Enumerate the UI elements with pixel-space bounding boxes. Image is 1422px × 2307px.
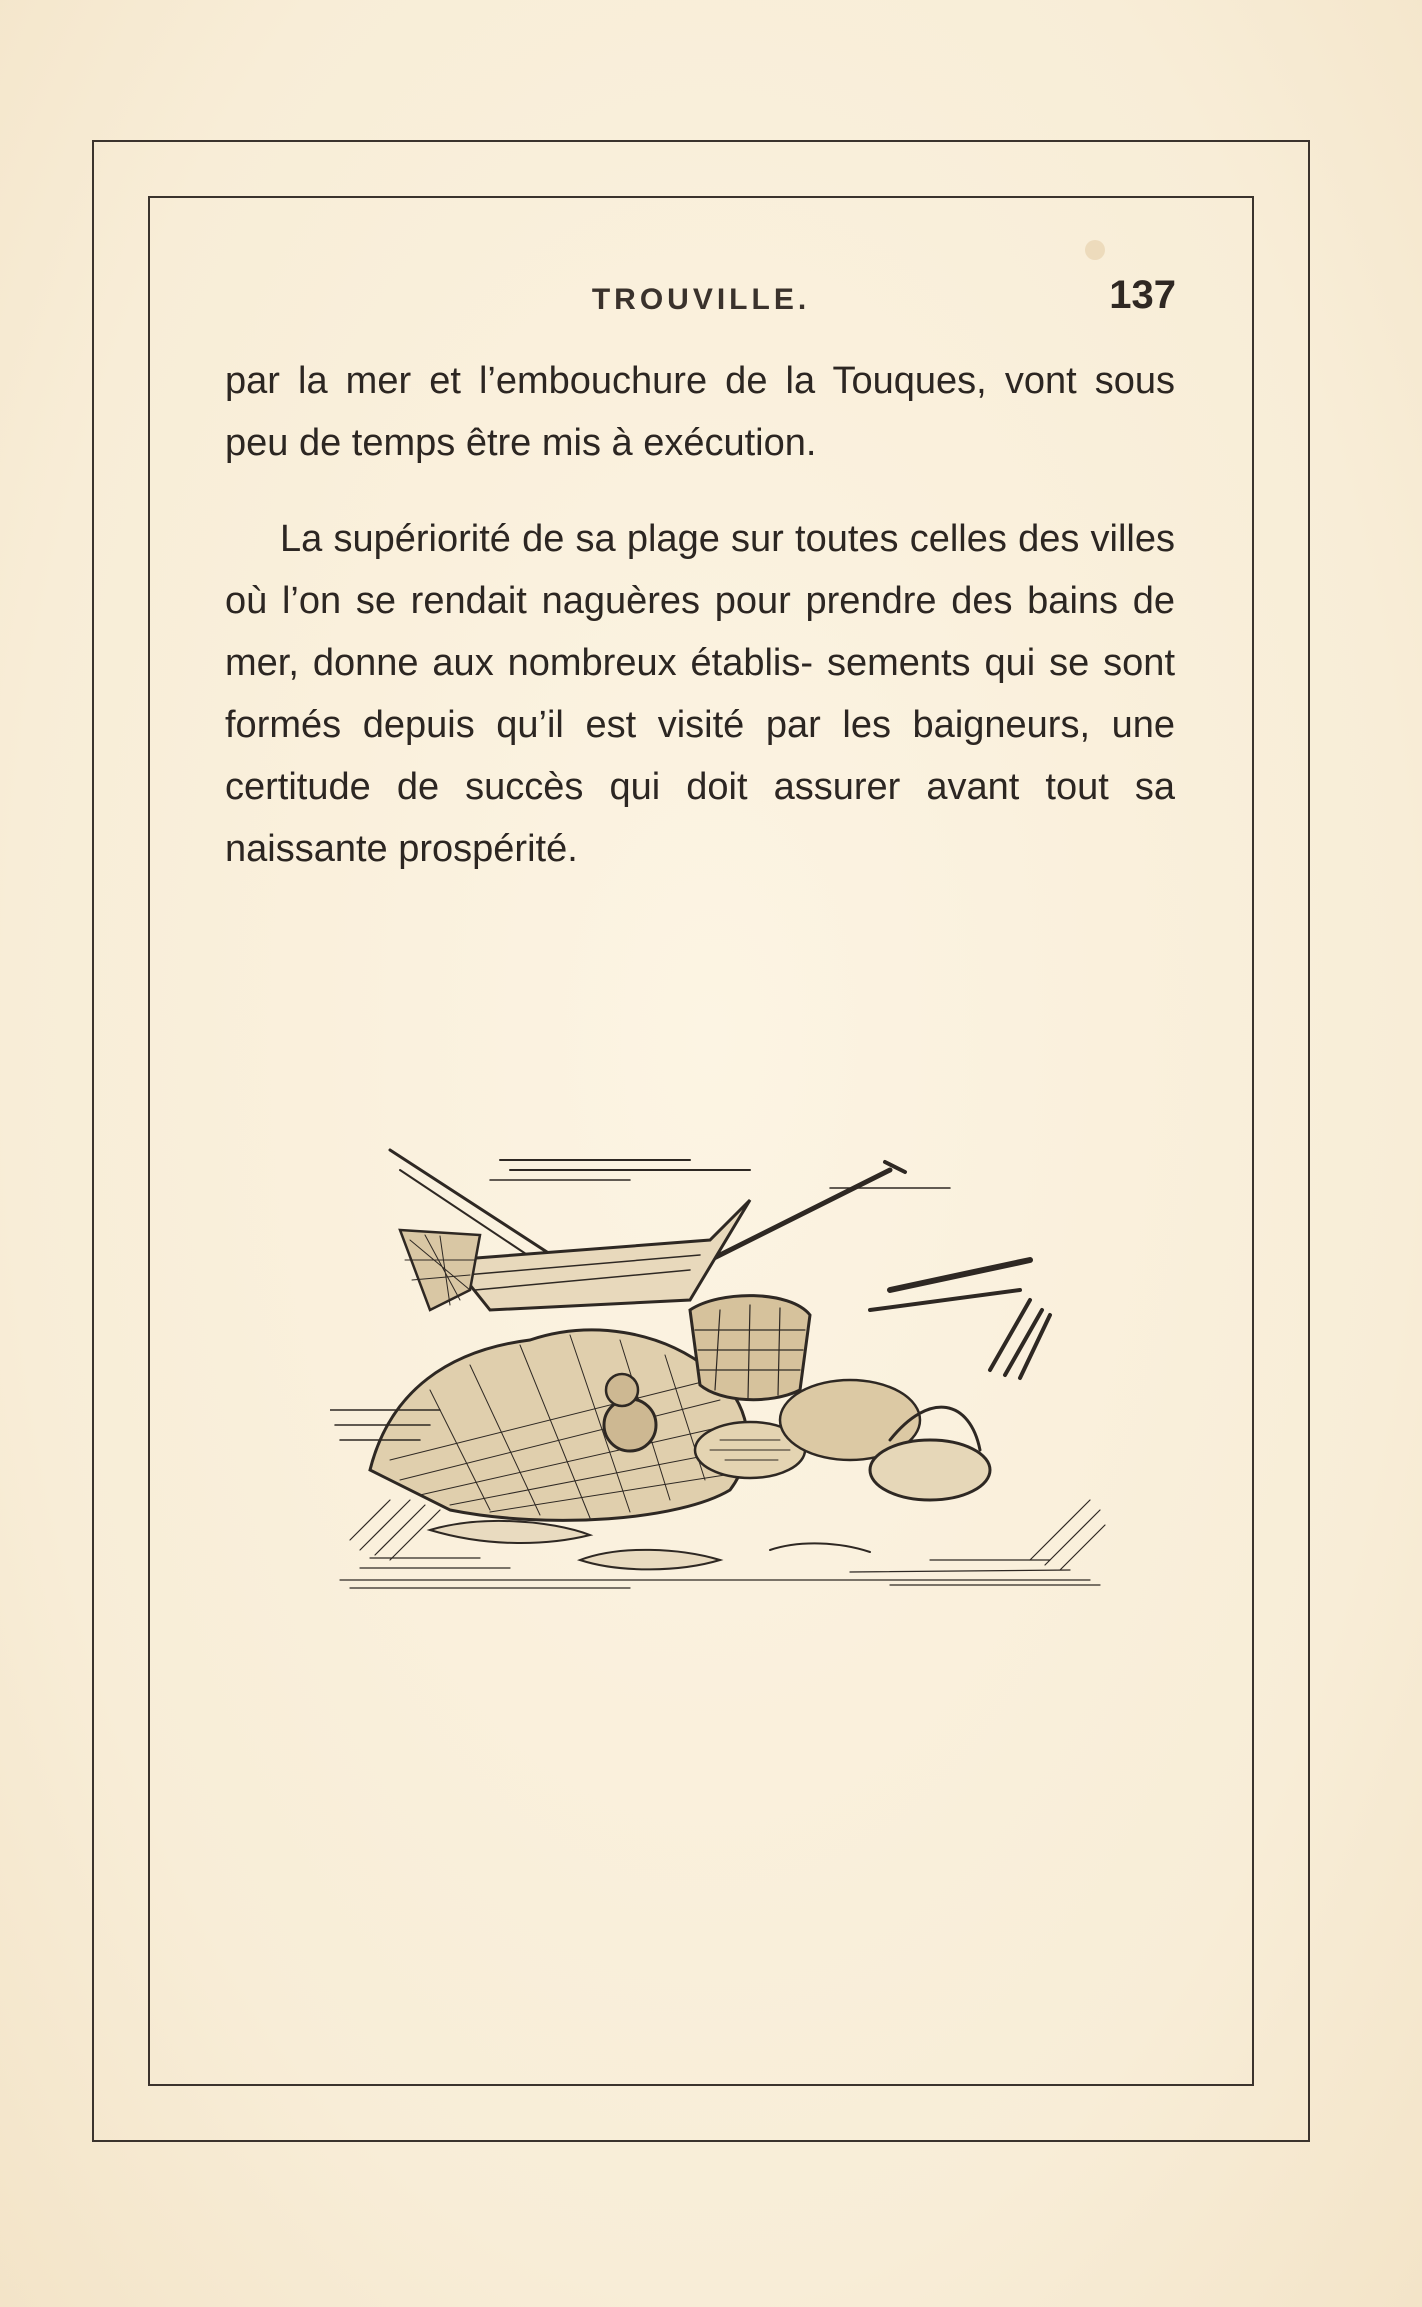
- paragraph-1: par la mer et l’embouchure de la Touques, vont sous peu de temps être mis à exécution.: [225, 360, 1175, 464]
- running-title: TROUVILLE.: [591, 283, 811, 316]
- paragraph-2: La supériorité de sa plage sur toutes celles des villes où l’on se rendait naguères pour prendre des bains de mer, donne aux nombreux établis- sements qui se sont formés depuis qu’il est visité par les baigneurs, une certitude de succès qui doit assurer avant tout sa naissante prospérité.: [225, 518, 1175, 870]
- running-head: [148, 265, 1254, 335]
- fishing-still-life-engraving-icon: [330, 1140, 1110, 1600]
- body-text: [225, 350, 1175, 880]
- page-number: 137: [1109, 273, 1176, 317]
